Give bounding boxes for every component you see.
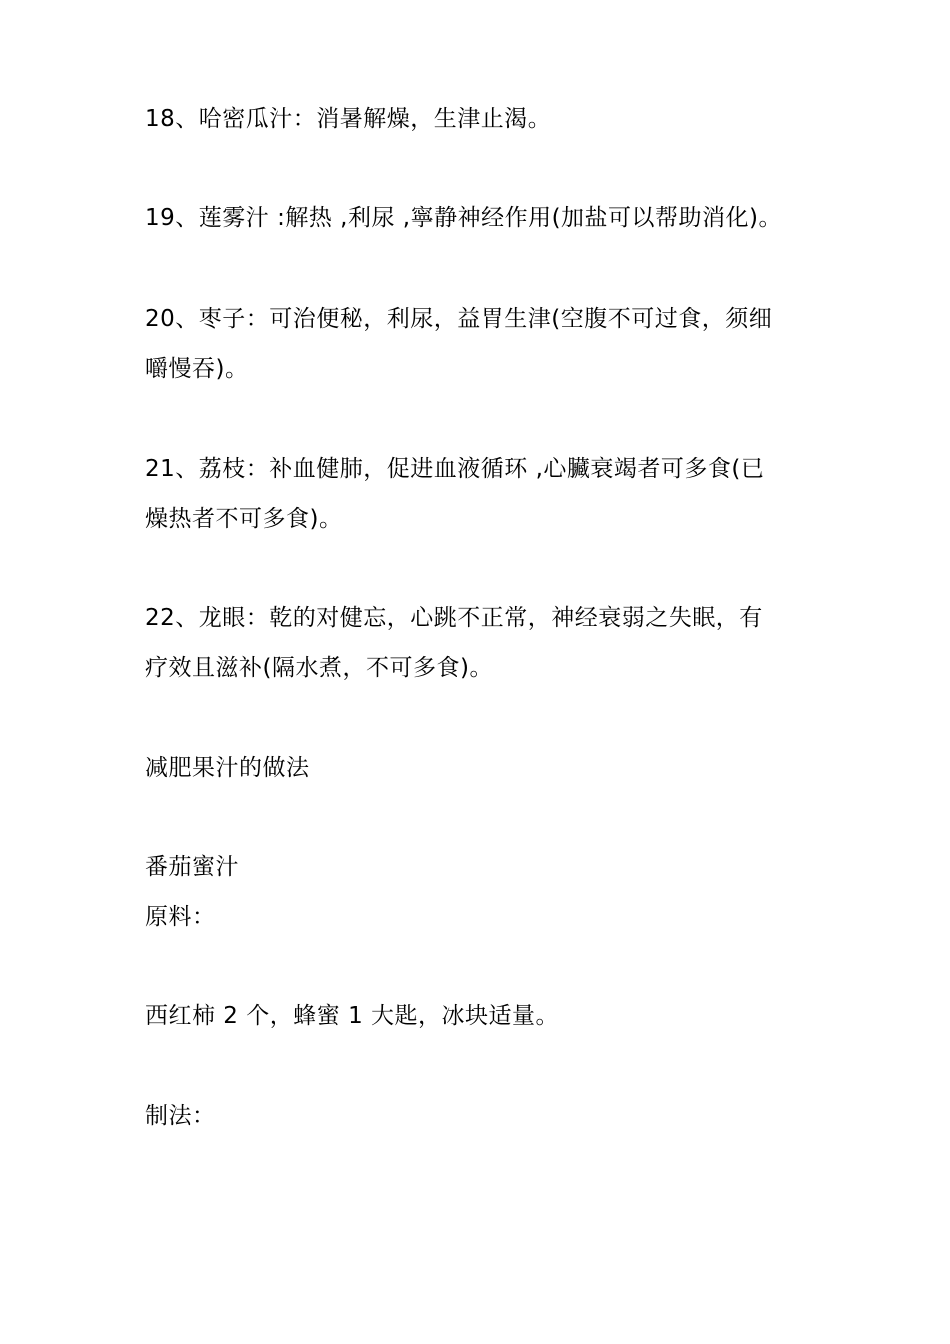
- entry-21-lychee-line-2: 燥热者不可多食)。: [145, 506, 343, 532]
- ingredients-list: 西红柿 2 个，蜂蜜 1 大匙，冰块适量。: [145, 1003, 560, 1029]
- entry-20-jujube-line-2: 嚼慢吞)。: [145, 356, 249, 382]
- entry-21-lychee-line-1: 21、荔枝：补血健肺，促进血液循环 ,心臟衰竭者可多食(已: [145, 456, 765, 482]
- recipe-title: 番茄蜜汁: [145, 854, 239, 880]
- entry-19-wax-apple-juice: 19、莲雾汁 :解热 ,利尿 ,寧静神经作用(加盐可以帮助消化)。: [145, 205, 783, 231]
- entry-22-longan-line-1: 22、龙眼：乾的对健忘，心跳不正常，神经衰弱之失眠，有: [145, 605, 763, 631]
- entry-20-jujube-line-1: 20、枣子：可治便秘，利尿，益胃生津(空腹不可过食，须细: [145, 306, 773, 332]
- section-heading: 减肥果汁的做法: [145, 755, 310, 781]
- entry-22-longan-line-2: 疗效且滋补(隔水煮，不可多食)。: [145, 655, 493, 681]
- ingredients-label: 原料：: [145, 904, 216, 930]
- method-label: 制法：: [145, 1103, 216, 1129]
- entry-18-hami-melon-juice: 18、哈密瓜汁：消暑解燥，生津止渴。: [145, 106, 552, 132]
